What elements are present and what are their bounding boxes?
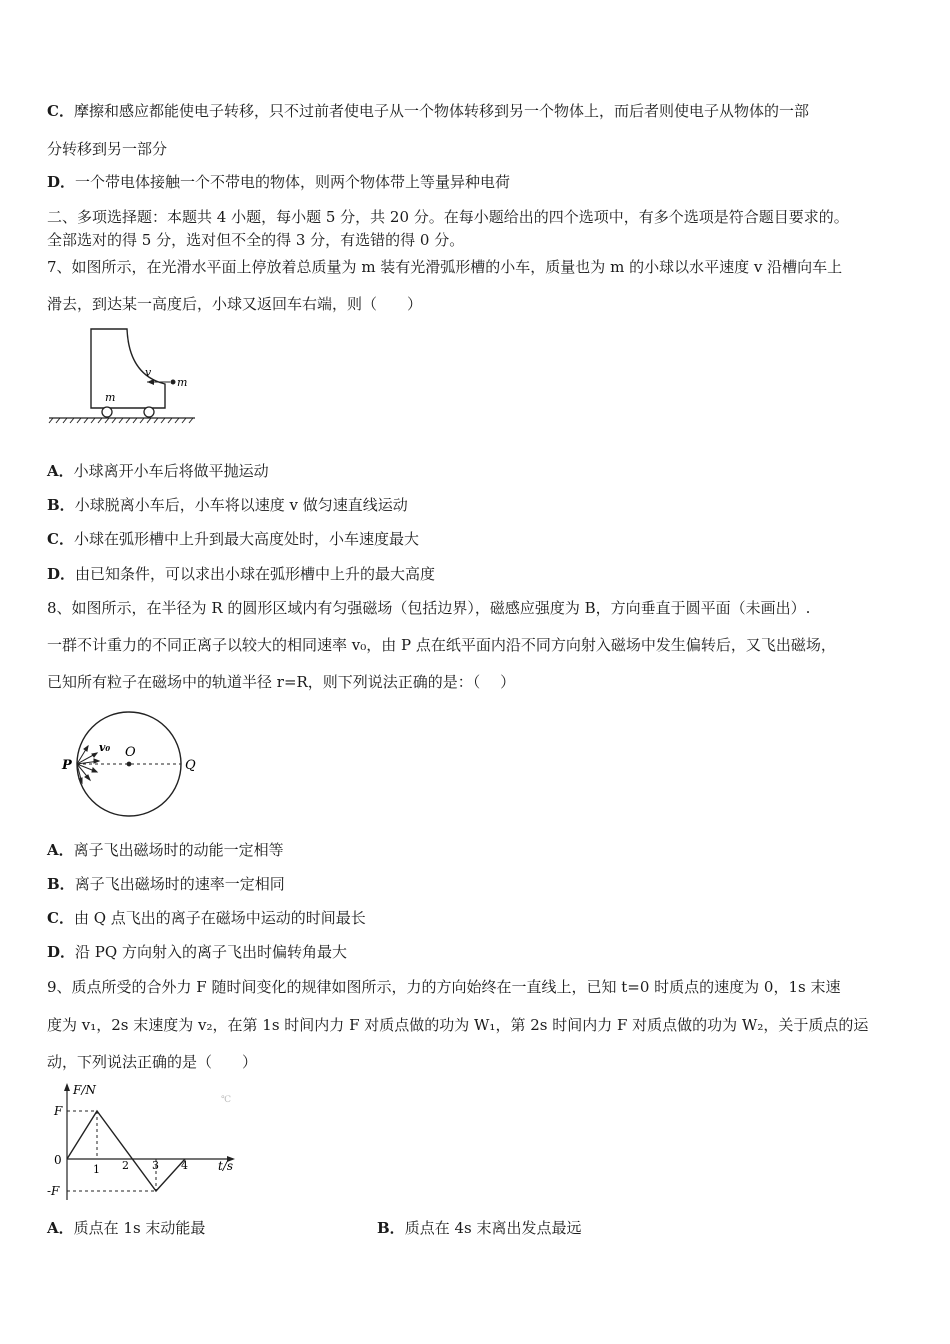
q8-option-a-text: 离子飞出磁场时的动能一定相等 [73, 841, 284, 859]
q8-label-q: Q [185, 758, 196, 773]
q9-option-b-text: 质点在 4s 末离出发点最远 [404, 1219, 582, 1237]
q9-option-a-text: 质点在 1s 末动能最 [73, 1219, 206, 1237]
q6-option-c-text-1: 摩擦和感应都能使电子转移，只不过前者使电子从一个物体转移到另一个物体上，而后者则使电子从物体的一部 [73, 102, 809, 120]
q8-stem-2: 一群不计重力的不同正离子以较大的相同速率 v₀，由 P 点在纸平面内沿不同方向射入磁场中发生偏转后，又飞出磁场， [47, 636, 836, 654]
q8-option-a-label: A． [47, 841, 74, 859]
q8-option-d-label: D． [47, 943, 76, 961]
q6-option-d-text: 一个带电体接触一个不带电的物体，则两个物体带上等量异种电荷 [75, 173, 511, 191]
q8-option-b [47, 874, 285, 894]
q7-label-v: v [145, 366, 152, 379]
q9-label-f: F [54, 1104, 63, 1118]
section2-line1: 二、多项选择题：本题共 4 小题，每小题 5 分，共 20 分。在每小题给出的四个选项中，有多个选项是符合题目要求的。 [47, 208, 849, 226]
q8-stem-3: 已知所有粒子在磁场中的轨道半径 r=R，则下列说法正确的是：（ ） [47, 673, 516, 691]
q7-option-d-label: D． [47, 565, 76, 583]
q9-stem-3: 动，下列说法正确的是（ ） [47, 1053, 258, 1071]
q7-label-m-ball: m [177, 376, 188, 389]
q8-label-v0: v₀ [99, 741, 111, 754]
q8-stem-1: 8、如图所示，在半径为 R 的圆形区域内有匀强磁场（包括边界），磁感应强度为 B，方向垂直于圆平面（未画出）. [47, 599, 811, 617]
q8-label-o: O [125, 745, 136, 760]
q9-xlabel: t/s [218, 1159, 234, 1173]
q8-option-a [47, 840, 284, 860]
q6-option-c-label: C． [47, 102, 74, 120]
q9-tick-3: 3 [152, 1159, 159, 1172]
q9-force-time-graph [45, 1080, 250, 1205]
q7-option-c-label: C． [47, 530, 74, 548]
q8-option-c-label: C． [47, 909, 74, 927]
q8-option-b-label: B． [47, 875, 75, 893]
q9-option-a [47, 1218, 205, 1238]
q6-option-c-line1 [47, 101, 809, 121]
q7-option-b-text: 小球脱离小车后，小车将以速度 v 做匀速直线运动 [74, 496, 408, 514]
q9-option-b-label: B． [377, 1219, 405, 1237]
q9-stem-1: 9、质点所受的合外力 F 随时间变化的规律如图所示，力的方向始终在一直线上，已知 t=0 时质点的速度为 0，1s 末速 [47, 978, 841, 996]
q7-option-a-text: 小球离开小车后将做平抛运动 [73, 462, 269, 480]
q8-option-d [47, 942, 347, 962]
section2-line2: 全部选对的得 5 分，选对但不全的得 3 分，有选错的得 0 分。 [47, 231, 465, 249]
q7-option-a-label: A． [47, 462, 74, 480]
q7-option-a [47, 461, 269, 481]
q7-label-m-cart: m [105, 391, 116, 404]
q6-option-d-label: D． [47, 173, 76, 191]
q7-option-c-text: 小球在弧形槽中上升到最大高度处时，小车速度最大 [73, 530, 419, 548]
q9-faint-mark: ℃ [221, 1095, 232, 1105]
q7-stem-1: 7、如图所示，在光滑水平面上停放着总质量为 m 装有光滑弧形槽的小车，质量也为 m 的小球以水平速度 v 沿槽向车上 [47, 258, 843, 276]
q9-tick-4: 4 [181, 1159, 188, 1172]
q8-circle-figure [57, 703, 222, 828]
q7-option-b [47, 495, 408, 515]
q7-stem-2: 滑去，到达某一高度后，小球又返回车右端，则（ ） [47, 295, 423, 313]
q7-option-d-text: 由已知条件，可以求出小球在弧形槽中上升的最大高度 [75, 565, 436, 583]
q8-option-c [47, 908, 366, 928]
q7-option-d [47, 564, 435, 584]
q9-label-neg-f: -F [47, 1184, 60, 1198]
q9-stem-2: 度为 v₁，2s 末速度为 v₂，在第 1s 时间内力 F 对质点做的功为 W₁，第 2s 时间内力 F 对质点做的功为 W₂，关于质点的运 [47, 1016, 869, 1034]
q9-tick-2: 2 [122, 1159, 129, 1172]
q8-option-b-text: 离子飞出磁场时的速率一定相同 [74, 875, 285, 893]
q8-label-p: P [62, 758, 72, 773]
q6-option-d [47, 172, 510, 192]
q8-option-d-text: 沿 PQ 方向射入的离子飞出时偏转角最大 [75, 943, 347, 961]
q9-tick-1: 1 [93, 1163, 100, 1176]
q9-option-b [377, 1218, 581, 1238]
q6-option-c-text-2: 分转移到另一部分 [47, 140, 168, 158]
q7-option-b-label: B． [47, 496, 75, 514]
q7-option-c [47, 529, 419, 549]
q9-option-a-label: A． [47, 1219, 74, 1237]
q8-option-c-text: 由 Q 点飞出的离子在磁场中运动的时间最长 [73, 909, 366, 927]
q7-cart-figure [47, 325, 197, 430]
q9-ylabel: F/N [73, 1083, 96, 1097]
q9-label-origin: 0 [54, 1153, 62, 1167]
